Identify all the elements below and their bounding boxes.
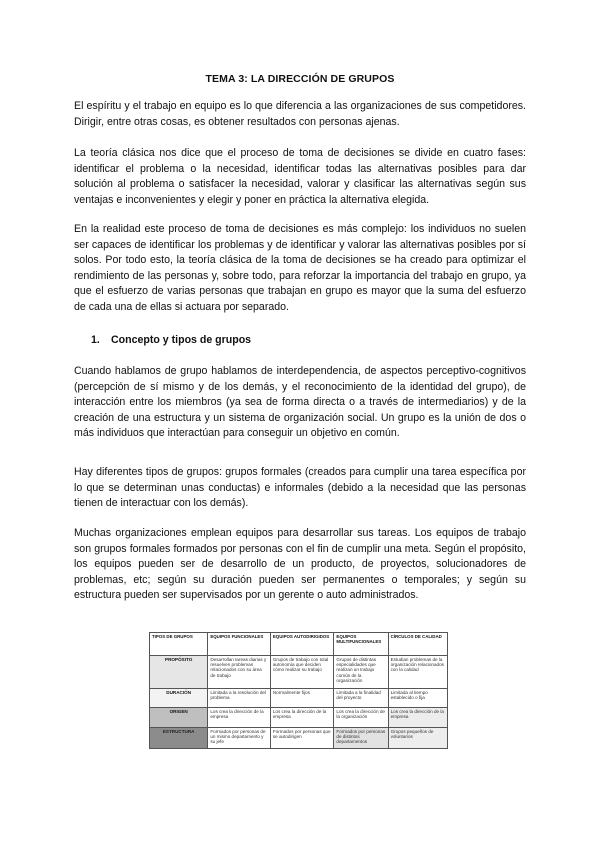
table-cell: Los crea la dirección de la empresa <box>388 708 447 728</box>
table-row <box>150 656 448 689</box>
paragraph-group-types: Hay diferentes tipos de grupos: grupos formales (creados para cumplir una tarea específica por lo que se determinan unas conductas) e informales (debido a la necesidad que las personas tienen de interactuar con los demás). <box>74 466 526 510</box>
table-header-row <box>150 633 448 656</box>
section-title: Concepto y tipos de grupos <box>111 334 252 346</box>
document-title: TEMA 3: LA DIRECCIÓN DE GRUPOS <box>205 73 395 85</box>
paragraph-work-teams: Muchas organizaciones emplean equipos para desarrollar sus tareas. Los equipos de trabajo son grupos formales formados por personas con el fin de cumplir una meta. Según el propósito, los equipos pueden ser de desarrollo de un producto, de proyectos, solucionadores de problemas, etc; según su duración pueden ser permanentes o temporales; y según su estructura pueden ser supervisados por un gerente o auto administrados. <box>74 527 526 602</box>
table-row <box>150 708 448 728</box>
table-cell: Limitada a la finalidad del proyecto <box>334 689 388 708</box>
table-cell: Estudian problemas de la organización relacionados con la calidad <box>388 656 447 689</box>
table-header: EQUIPOS FUNCIONALES <box>208 633 271 656</box>
table-row <box>150 728 448 749</box>
table-cell: Formados por personas que se autodirigen <box>270 728 334 749</box>
table-cell: Grupos de trabajo con total autonomía que deciden cómo realizar su trabajo <box>270 656 334 689</box>
table-cell: Los crea la dirección de la empresa <box>208 708 271 728</box>
row-label: ESTRUCTURA <box>150 728 208 749</box>
table-cell: Formados por personas de un mismo departamento y su jefe <box>208 728 271 749</box>
table-row <box>150 689 448 708</box>
section-number: 1. <box>91 334 100 346</box>
row-label: PROPÓSITO <box>150 656 208 689</box>
section-heading <box>91 334 251 346</box>
paragraph-classic-theory: La teoría clásica nos dice que el proceso de toma de decisiones se divide en cuatro fases: identificar el problema o la necesidad, identificar todas las alternativas posibles para dar solución al problema o satisfacer la necesidad, valorar y clasificar las alternativas según sus ventajas e inconvenientes y elegir y poner en práctica la alternativa elegida. <box>74 147 526 206</box>
table-header: CÍRCULOS DE CALIDAD <box>388 633 447 656</box>
paragraph-intro: El espíritu y el trabajo en equipo es lo que diferencia a las organizaciones de sus competidores. Dirigir, entre otras cosas, es obtener resultados con personas ajenas. <box>74 100 526 128</box>
table-cell: Normalmente fijos <box>270 689 334 708</box>
table-cell: Limitada a la resolución del problema <box>208 689 271 708</box>
table-cell: Limitada al tiempo establecido o fija <box>388 689 447 708</box>
paragraph-reality: En la realidad este proceso de toma de decisiones es más complejo: los individuos no suelen ser capaces de identificar los problemas y de identificar y valorar las alternativas posibles por sí solos. Por todo esto, la teoría clásica de la toma de decisiones se ha creado para optimizar el rendimiento de las personas y, sobre todo, para reforzar la importancia del trabajo en grupo, ya que el esfuerzo de varias personas que trabajan en grupo es mayor que la suma del esfuerzo de cada una de ellas si actuara por separado. <box>74 223 526 313</box>
row-label: DURACIÓN <box>150 689 208 708</box>
table-cell: Grupos de distintas especialidades que realizan un trabajo común de la organización <box>334 656 388 689</box>
table-cell: Grupos pequeños de voluntarios <box>388 728 447 749</box>
table-cell: Formados por personas de distintos departamentos <box>334 728 388 749</box>
table-header: EQUIPOS MULTIFUNCIONALES <box>334 633 388 656</box>
group-types-table <box>149 632 448 749</box>
table-cell: Los crea la dirección de la organización <box>334 708 388 728</box>
row-label: ORIGEN <box>150 708 208 728</box>
table-cell: Desarrollan tareas diarias y resuelven problemas relacionados con su área de trabajo <box>208 656 271 689</box>
table-cell: Los crea la dirección de la empresa <box>270 708 334 728</box>
table-header: TIPOS DE GRUPOS <box>150 633 208 656</box>
paragraph-group-concept: Cuando hablamos de grupo hablamos de interdependencia, de aspectos perceptivo-cognitivos (percepción de sí mismo y de los demás, y el reconocimiento de la identidad del grupo), de interacción entre los miembros (ya sea de forma directa o a través de intermediarios) y de la creación de una estructura y un sistema de organización social. Un grupo es la unión de dos o más individuos que interactúan para conseguir un objetivo en común. <box>74 365 526 440</box>
table-header: EQUIPOS AUTODIRIGIDOS <box>270 633 334 656</box>
